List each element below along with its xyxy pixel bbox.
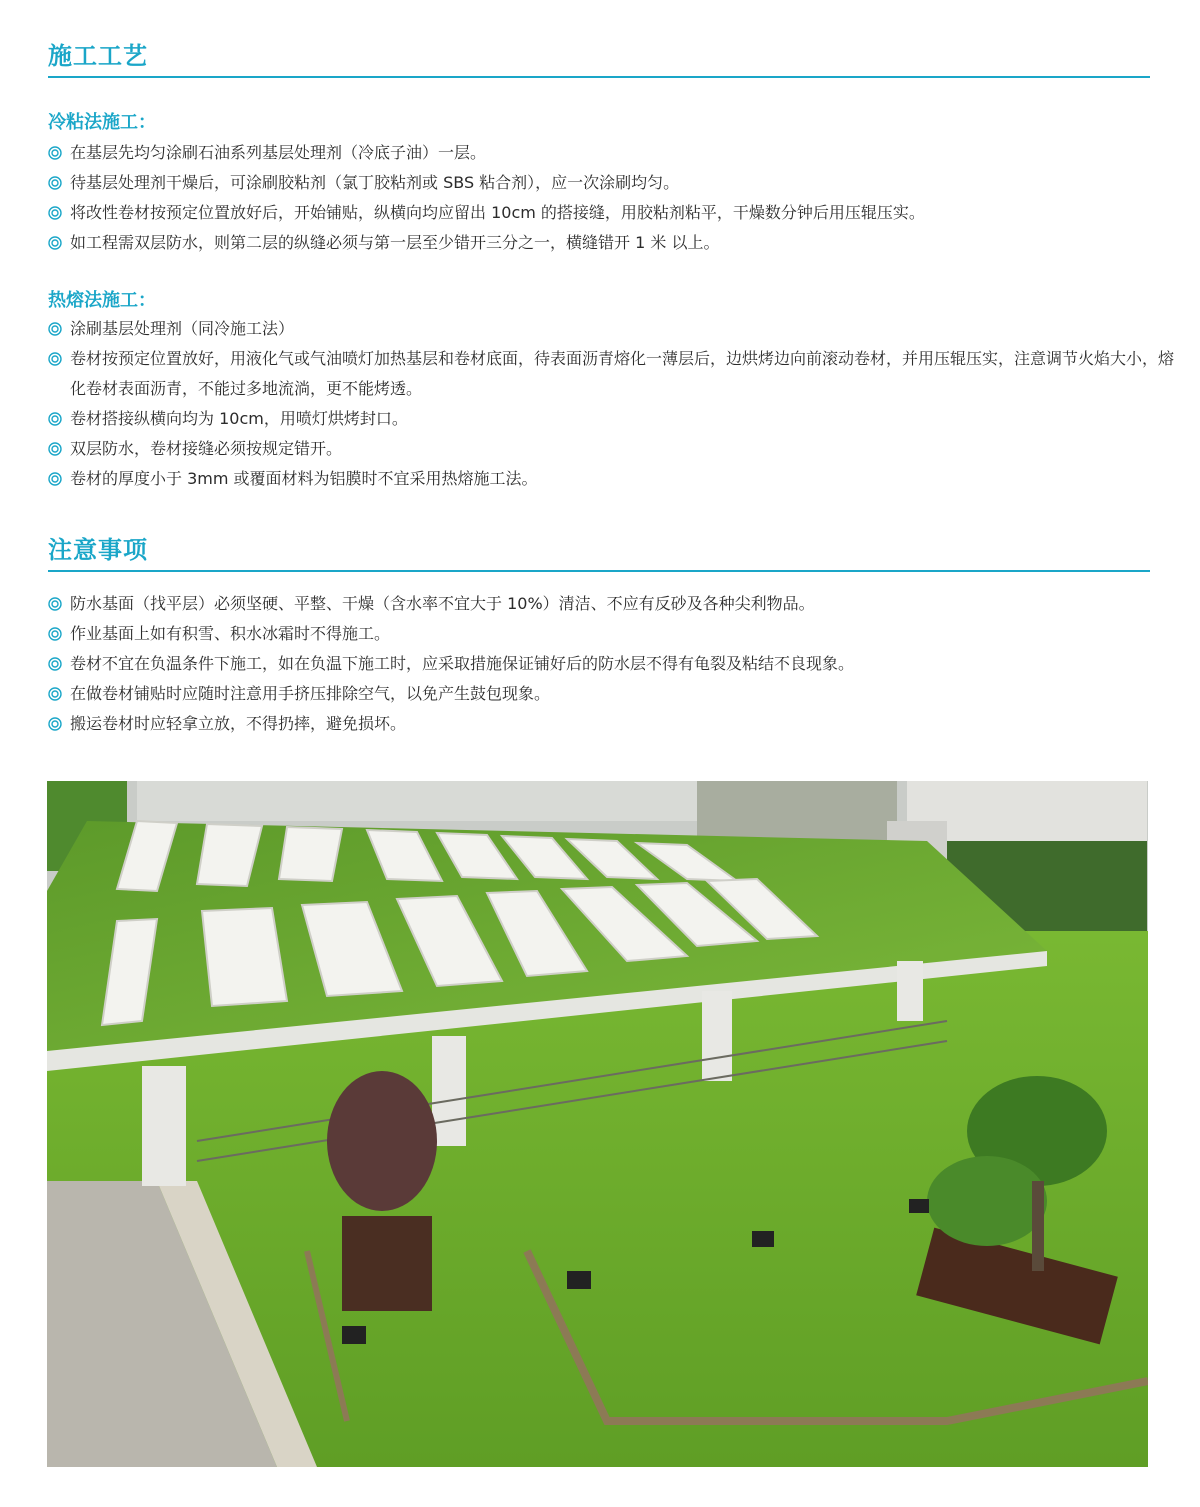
- section-rule-construction: [48, 76, 1150, 78]
- list-item-text: 涂刷基层处理剂（同冷施工法）: [70, 319, 295, 338]
- double-circle-bullet-icon: [48, 206, 62, 220]
- list-item: [48, 679, 1178, 709]
- double-circle-bullet-icon: [48, 597, 62, 611]
- list-item: [48, 168, 1178, 198]
- list-item: [48, 619, 1178, 649]
- list-item: [48, 649, 1178, 679]
- double-circle-bullet-icon: [48, 322, 62, 336]
- subsection-title-cold: 冷粘法施工：: [48, 112, 156, 133]
- list-item-text: 在做卷材铺贴时应随时注意用手挤压排除空气，以免产生鼓包现象。: [70, 684, 551, 703]
- double-circle-bullet-icon: [48, 657, 62, 671]
- section-title-notes: 注意事项: [48, 536, 148, 564]
- list-item: [48, 344, 1178, 404]
- list-item: [48, 314, 1178, 344]
- list-item-text: 卷材按预定位置放好，用液化气或气油喷灯加热基层和卷材底面，待表面沥青熔化一薄层后，边烘烤边向前滚动卷材，并用压辊压实，注意调节火焰大小，熔化卷材表面沥青，不能过多地流淌，更不能烤透。: [70, 349, 1175, 398]
- subsection-title-hot: 热熔法施工：: [48, 290, 156, 311]
- double-circle-bullet-icon: [48, 627, 62, 641]
- hot-method-list: [48, 314, 1178, 494]
- list-item: [48, 138, 1178, 168]
- list-item-text: 卷材的厚度小于 3mm 或覆面材料为铝膜时不宜采用热熔施工法。: [70, 469, 538, 488]
- list-item: [48, 228, 1178, 258]
- list-item-text: 在基层先均匀涂刷石油系列基层处理剂（冷底子油）一层。: [70, 143, 487, 162]
- list-item-text: 作业基面上如有积雪、积水冰霜时不得施工。: [70, 624, 391, 643]
- double-circle-bullet-icon: [48, 472, 62, 486]
- list-item: [48, 709, 1178, 739]
- double-circle-bullet-icon: [48, 352, 62, 366]
- list-item-text: 如工程需双层防水，则第二层的纵缝必须与第一层至少错开三分之一，横缝错开 1 米 以上。: [70, 233, 720, 252]
- double-circle-bullet-icon: [48, 176, 62, 190]
- list-item: [48, 589, 1178, 619]
- list-item-text: 将改性卷材按预定位置放好后，开始铺贴，纵横向均应留出 10cm 的搭接缝，用胶粘剂粘平，干燥数分钟后用压辊压实。: [70, 203, 925, 222]
- cold-method-list: [48, 138, 1178, 258]
- double-circle-bullet-icon: [48, 412, 62, 426]
- list-item-text: 卷材不宜在负温条件下施工，如在负温下施工时，应采取措施保证铺好后的防水层不得有龟裂及粘结不良现象。: [70, 654, 855, 673]
- list-item: [48, 434, 1178, 464]
- list-item: [48, 404, 1178, 434]
- double-circle-bullet-icon: [48, 146, 62, 160]
- list-item-text: 待基层处理剂干燥后，可涂刷胶粘剂（氯丁胶粘剂或 SBS 粘合剂），应一次涂刷均匀。: [70, 173, 680, 192]
- list-item-text: 卷材搭接纵横向均为 10cm，用喷灯烘烤封口。: [70, 409, 408, 428]
- notes-list: [48, 589, 1178, 739]
- double-circle-bullet-icon: [48, 687, 62, 701]
- double-circle-bullet-icon: [48, 717, 62, 731]
- list-item: [48, 464, 1178, 494]
- list-item-text: 搬运卷材时应轻拿立放，不得扔摔，避免损坏。: [70, 714, 407, 733]
- list-item-text: 双层防水，卷材接缝必须按规定错开。: [70, 439, 343, 458]
- list-item: [48, 198, 1178, 228]
- double-circle-bullet-icon: [48, 442, 62, 456]
- green-roof-photo: [47, 781, 1148, 1467]
- double-circle-bullet-icon: [48, 236, 62, 250]
- section-title-construction: 施工工艺: [48, 42, 148, 70]
- section-rule-notes: [48, 570, 1150, 572]
- list-item-text: 防水基面（找平层）必须坚硬、平整、干燥（含水率不宜大于 10%）清洁、不应有反砂及各种尖利物品。: [70, 594, 815, 613]
